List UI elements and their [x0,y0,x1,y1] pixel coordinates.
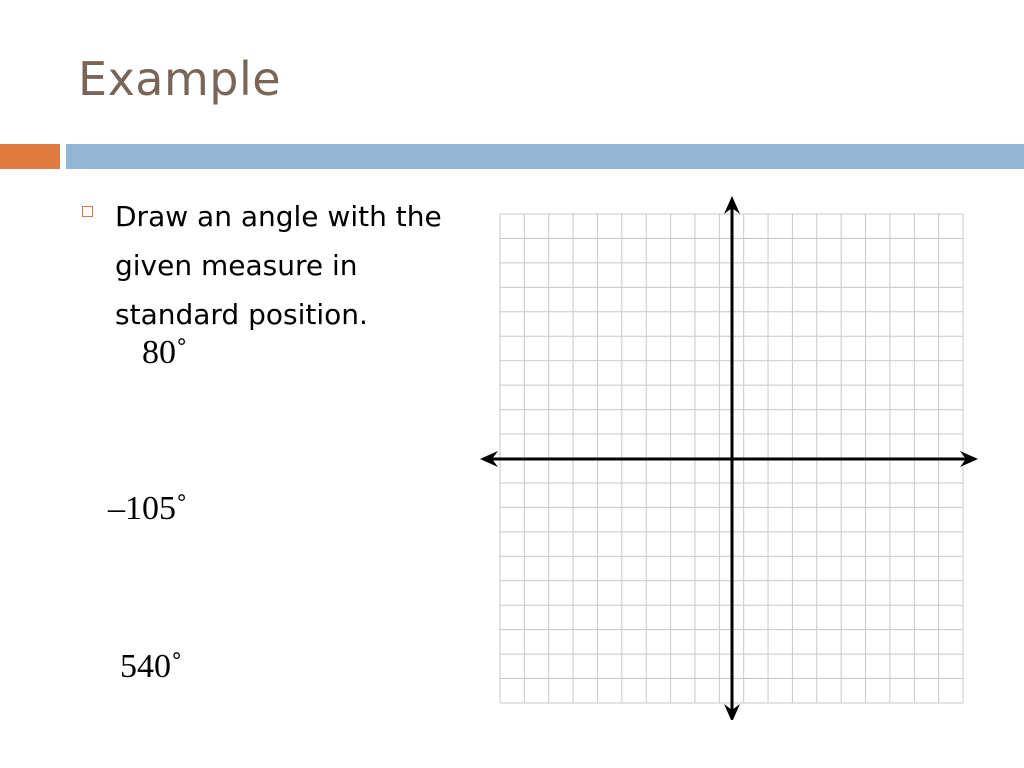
angle-label-3: 540˚ [120,648,183,685]
bullet-text: Draw an angle with the given measure in standard position. [115,200,442,331]
slide-title: Example [78,52,282,106]
angle-label-1: 80˚ [142,334,188,371]
accent-bar-orange [0,144,60,169]
accent-bar-blue [66,144,1024,169]
axes [480,196,978,720]
coordinate-grid [476,190,980,720]
angle-label-2: –105˚ [108,490,188,527]
square-bullet-icon [82,206,93,217]
bullet-item [82,192,462,339]
